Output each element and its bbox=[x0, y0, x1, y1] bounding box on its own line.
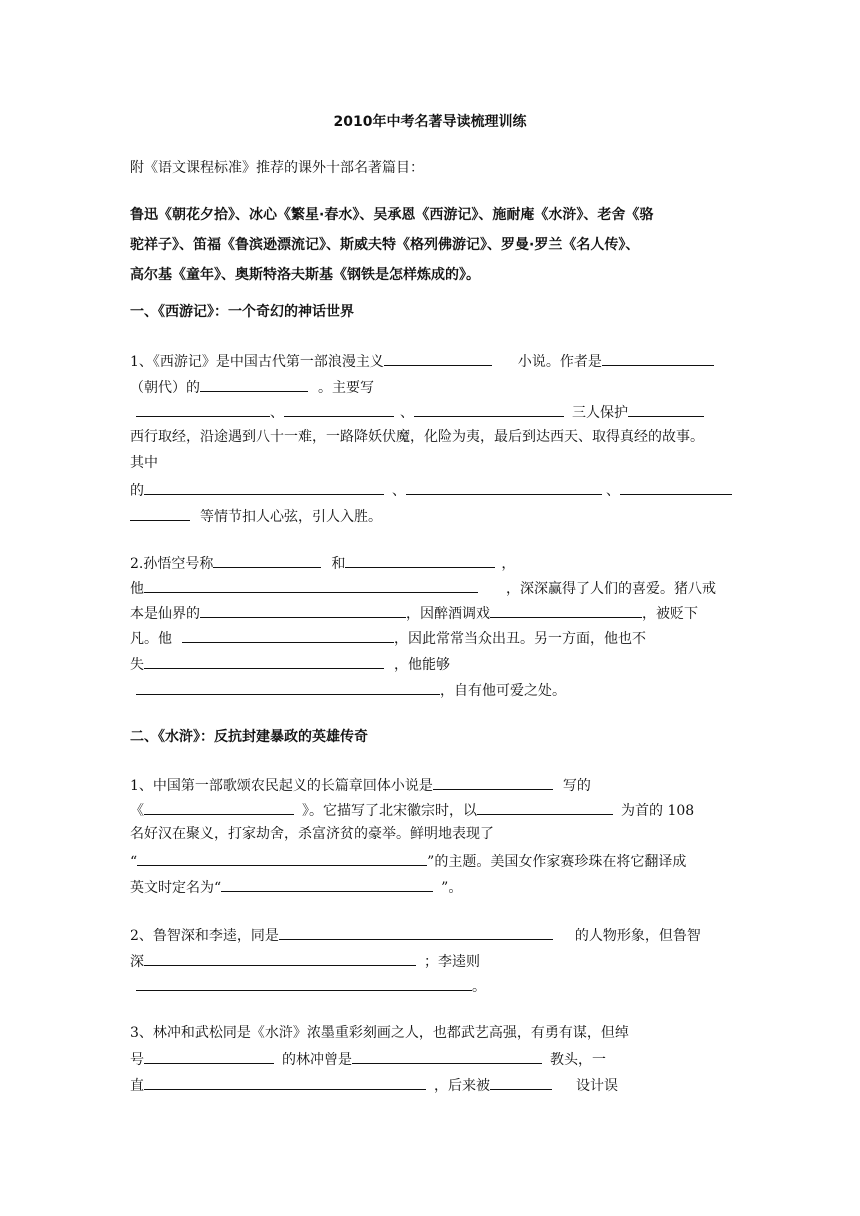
text: 英文时定名为“ bbox=[130, 880, 222, 896]
answer-blank[interactable] bbox=[144, 578, 478, 593]
text: 写的 bbox=[562, 778, 591, 794]
answer-blank[interactable] bbox=[414, 402, 564, 417]
question-line bbox=[130, 578, 716, 598]
question-line bbox=[130, 654, 450, 674]
book-list-line: 驼祥子》、笛福《鲁滨逊漂流记》、斯威夫特《格列佛游记》、罗曼·罗兰《名人传》、 bbox=[130, 237, 640, 253]
answer-blank[interactable] bbox=[200, 377, 308, 392]
answer-blank[interactable] bbox=[144, 951, 416, 966]
text: 、 bbox=[606, 483, 620, 499]
answer-blank[interactable] bbox=[144, 654, 384, 669]
answer-blank[interactable] bbox=[200, 603, 406, 618]
text: ，被贬下 bbox=[642, 606, 698, 622]
page-title: 2010年中考名著导读梳理训练 bbox=[333, 114, 527, 130]
answer-blank[interactable] bbox=[136, 976, 472, 991]
text: 凡。他 bbox=[130, 631, 172, 647]
question-line bbox=[130, 480, 732, 500]
answer-blank[interactable] bbox=[602, 351, 714, 366]
text: ”。 bbox=[441, 880, 463, 896]
answer-blank[interactable] bbox=[384, 351, 492, 366]
answer-blank[interactable] bbox=[477, 800, 613, 815]
question-line bbox=[136, 402, 704, 422]
question-line bbox=[130, 628, 646, 648]
answer-blank[interactable] bbox=[620, 480, 732, 495]
answer-blank[interactable] bbox=[144, 1049, 274, 1064]
text: 为首的 108 bbox=[621, 803, 695, 819]
question-line bbox=[130, 377, 374, 397]
question-line bbox=[130, 851, 686, 871]
question-line bbox=[130, 603, 698, 623]
text: ，后来被 bbox=[434, 1078, 490, 1094]
question-line bbox=[130, 800, 694, 820]
text: 他 bbox=[130, 581, 144, 597]
text: 《 bbox=[130, 803, 144, 819]
question-line bbox=[136, 680, 566, 700]
answer-blank[interactable] bbox=[130, 506, 190, 521]
answer-blank[interactable] bbox=[137, 851, 427, 866]
text: 直 bbox=[130, 1078, 144, 1094]
text: 小说。作者是 bbox=[517, 354, 602, 370]
question-line bbox=[130, 553, 515, 573]
section-heading: 一、《西游记》：一个奇幻的神话世界 bbox=[130, 304, 354, 320]
text: 、 bbox=[392, 483, 406, 499]
text: 。 bbox=[472, 979, 486, 995]
text: “ bbox=[130, 854, 138, 870]
text: 三人保护 bbox=[572, 405, 628, 421]
text: ；李逵则 bbox=[424, 954, 480, 970]
answer-blank[interactable] bbox=[144, 1075, 426, 1090]
text: 设计误 bbox=[576, 1078, 618, 1094]
text: ， bbox=[501, 556, 516, 572]
text: 的人物形象，但鲁智 bbox=[574, 928, 701, 944]
answer-blank[interactable] bbox=[144, 800, 294, 815]
text: ，自有他可爱之处。 bbox=[440, 683, 566, 699]
text: 2、鲁智深和李逵，同是 bbox=[130, 928, 279, 944]
answer-blank[interactable] bbox=[136, 680, 440, 695]
question-line bbox=[130, 877, 462, 897]
answer-blank[interactable] bbox=[406, 480, 602, 495]
text: 和 bbox=[331, 556, 346, 572]
text: ，因醉酒调戏 bbox=[406, 606, 490, 622]
text: ”的主题。美国女作家赛珍珠在将它翻译成 bbox=[427, 854, 687, 870]
answer-blank[interactable] bbox=[144, 480, 384, 495]
question-line: 3、林冲和武松同是《水浒》浓墨重彩刻画之人，也都武艺高强，有勇有谋，但绰 bbox=[130, 1025, 629, 1041]
text: 教头，一 bbox=[550, 1052, 606, 1068]
intro-line: 附《语文课程标准》推荐的课外十部名著篇目： bbox=[130, 160, 424, 176]
text: 深 bbox=[130, 954, 144, 970]
text: 本是仙界的 bbox=[130, 606, 200, 622]
answer-blank[interactable] bbox=[213, 553, 321, 568]
text: 1、中国第一部歌颂农民起义的长篇章回体小说是 bbox=[130, 778, 433, 794]
text: 2.孙悟空号称 bbox=[130, 556, 214, 572]
answer-blank[interactable] bbox=[221, 877, 433, 892]
question-line bbox=[136, 976, 486, 996]
text: 、 bbox=[400, 405, 414, 421]
question-line bbox=[130, 775, 591, 795]
text: 失 bbox=[130, 657, 144, 673]
text: ，深深赢得了人们的喜爱。猪八戒 bbox=[506, 581, 716, 597]
text: 等情节扣人心弦，引人入胜。 bbox=[200, 509, 382, 525]
answer-blank[interactable] bbox=[182, 628, 394, 643]
text: ，他能够 bbox=[394, 657, 450, 673]
text: 号 bbox=[130, 1052, 144, 1068]
text: （朝代）的 bbox=[130, 380, 200, 396]
text: 1、《西游记》是中国古代第一部浪漫主义 bbox=[130, 354, 384, 370]
question-line bbox=[130, 925, 701, 945]
text: 的林冲曾是 bbox=[282, 1052, 352, 1068]
answer-blank[interactable] bbox=[490, 603, 642, 618]
answer-blank[interactable] bbox=[352, 1049, 542, 1064]
text: ，因此常常当众出丑。另一方面，他也不 bbox=[394, 631, 646, 647]
question-line: 其中 bbox=[130, 455, 158, 471]
answer-blank[interactable] bbox=[628, 402, 704, 417]
book-list-line: 鲁迅《朝花夕拾》、冰心《繁星·春水》、吴承恩《西游记》、施耐庵《水浒》、老舍《骆 bbox=[130, 207, 654, 223]
answer-blank[interactable] bbox=[345, 553, 495, 568]
question-line: 名好汉在聚义，打家劫舍，杀富济贫的豪举。鲜明地表现了 bbox=[130, 826, 494, 842]
question-line: 西行取经，沿途遇到八十一难，一路降妖伏魔，化险为夷，最后到达西天、取得真经的故事。 bbox=[130, 429, 704, 445]
text: 的 bbox=[130, 483, 144, 499]
section-heading: 二、《水浒》：反抗封建暴政的英雄传奇 bbox=[130, 729, 368, 745]
question-line bbox=[130, 351, 714, 371]
question-line bbox=[130, 951, 480, 971]
question-line bbox=[130, 1049, 606, 1069]
answer-blank[interactable] bbox=[490, 1075, 552, 1090]
text: 、 bbox=[270, 405, 284, 421]
answer-blank[interactable] bbox=[136, 402, 270, 417]
text: 。主要写 bbox=[318, 380, 374, 396]
book-list-line: 高尔基《童年》、奥斯特洛夫斯基《钢铁是怎样炼成的》。 bbox=[130, 267, 480, 283]
question-line bbox=[130, 506, 382, 526]
text: 》。它描写了北宋徽宗时，以 bbox=[302, 803, 477, 819]
question-line bbox=[130, 1075, 618, 1095]
answer-blank[interactable] bbox=[279, 925, 553, 940]
answer-blank[interactable] bbox=[284, 402, 394, 417]
answer-blank[interactable] bbox=[433, 775, 553, 790]
